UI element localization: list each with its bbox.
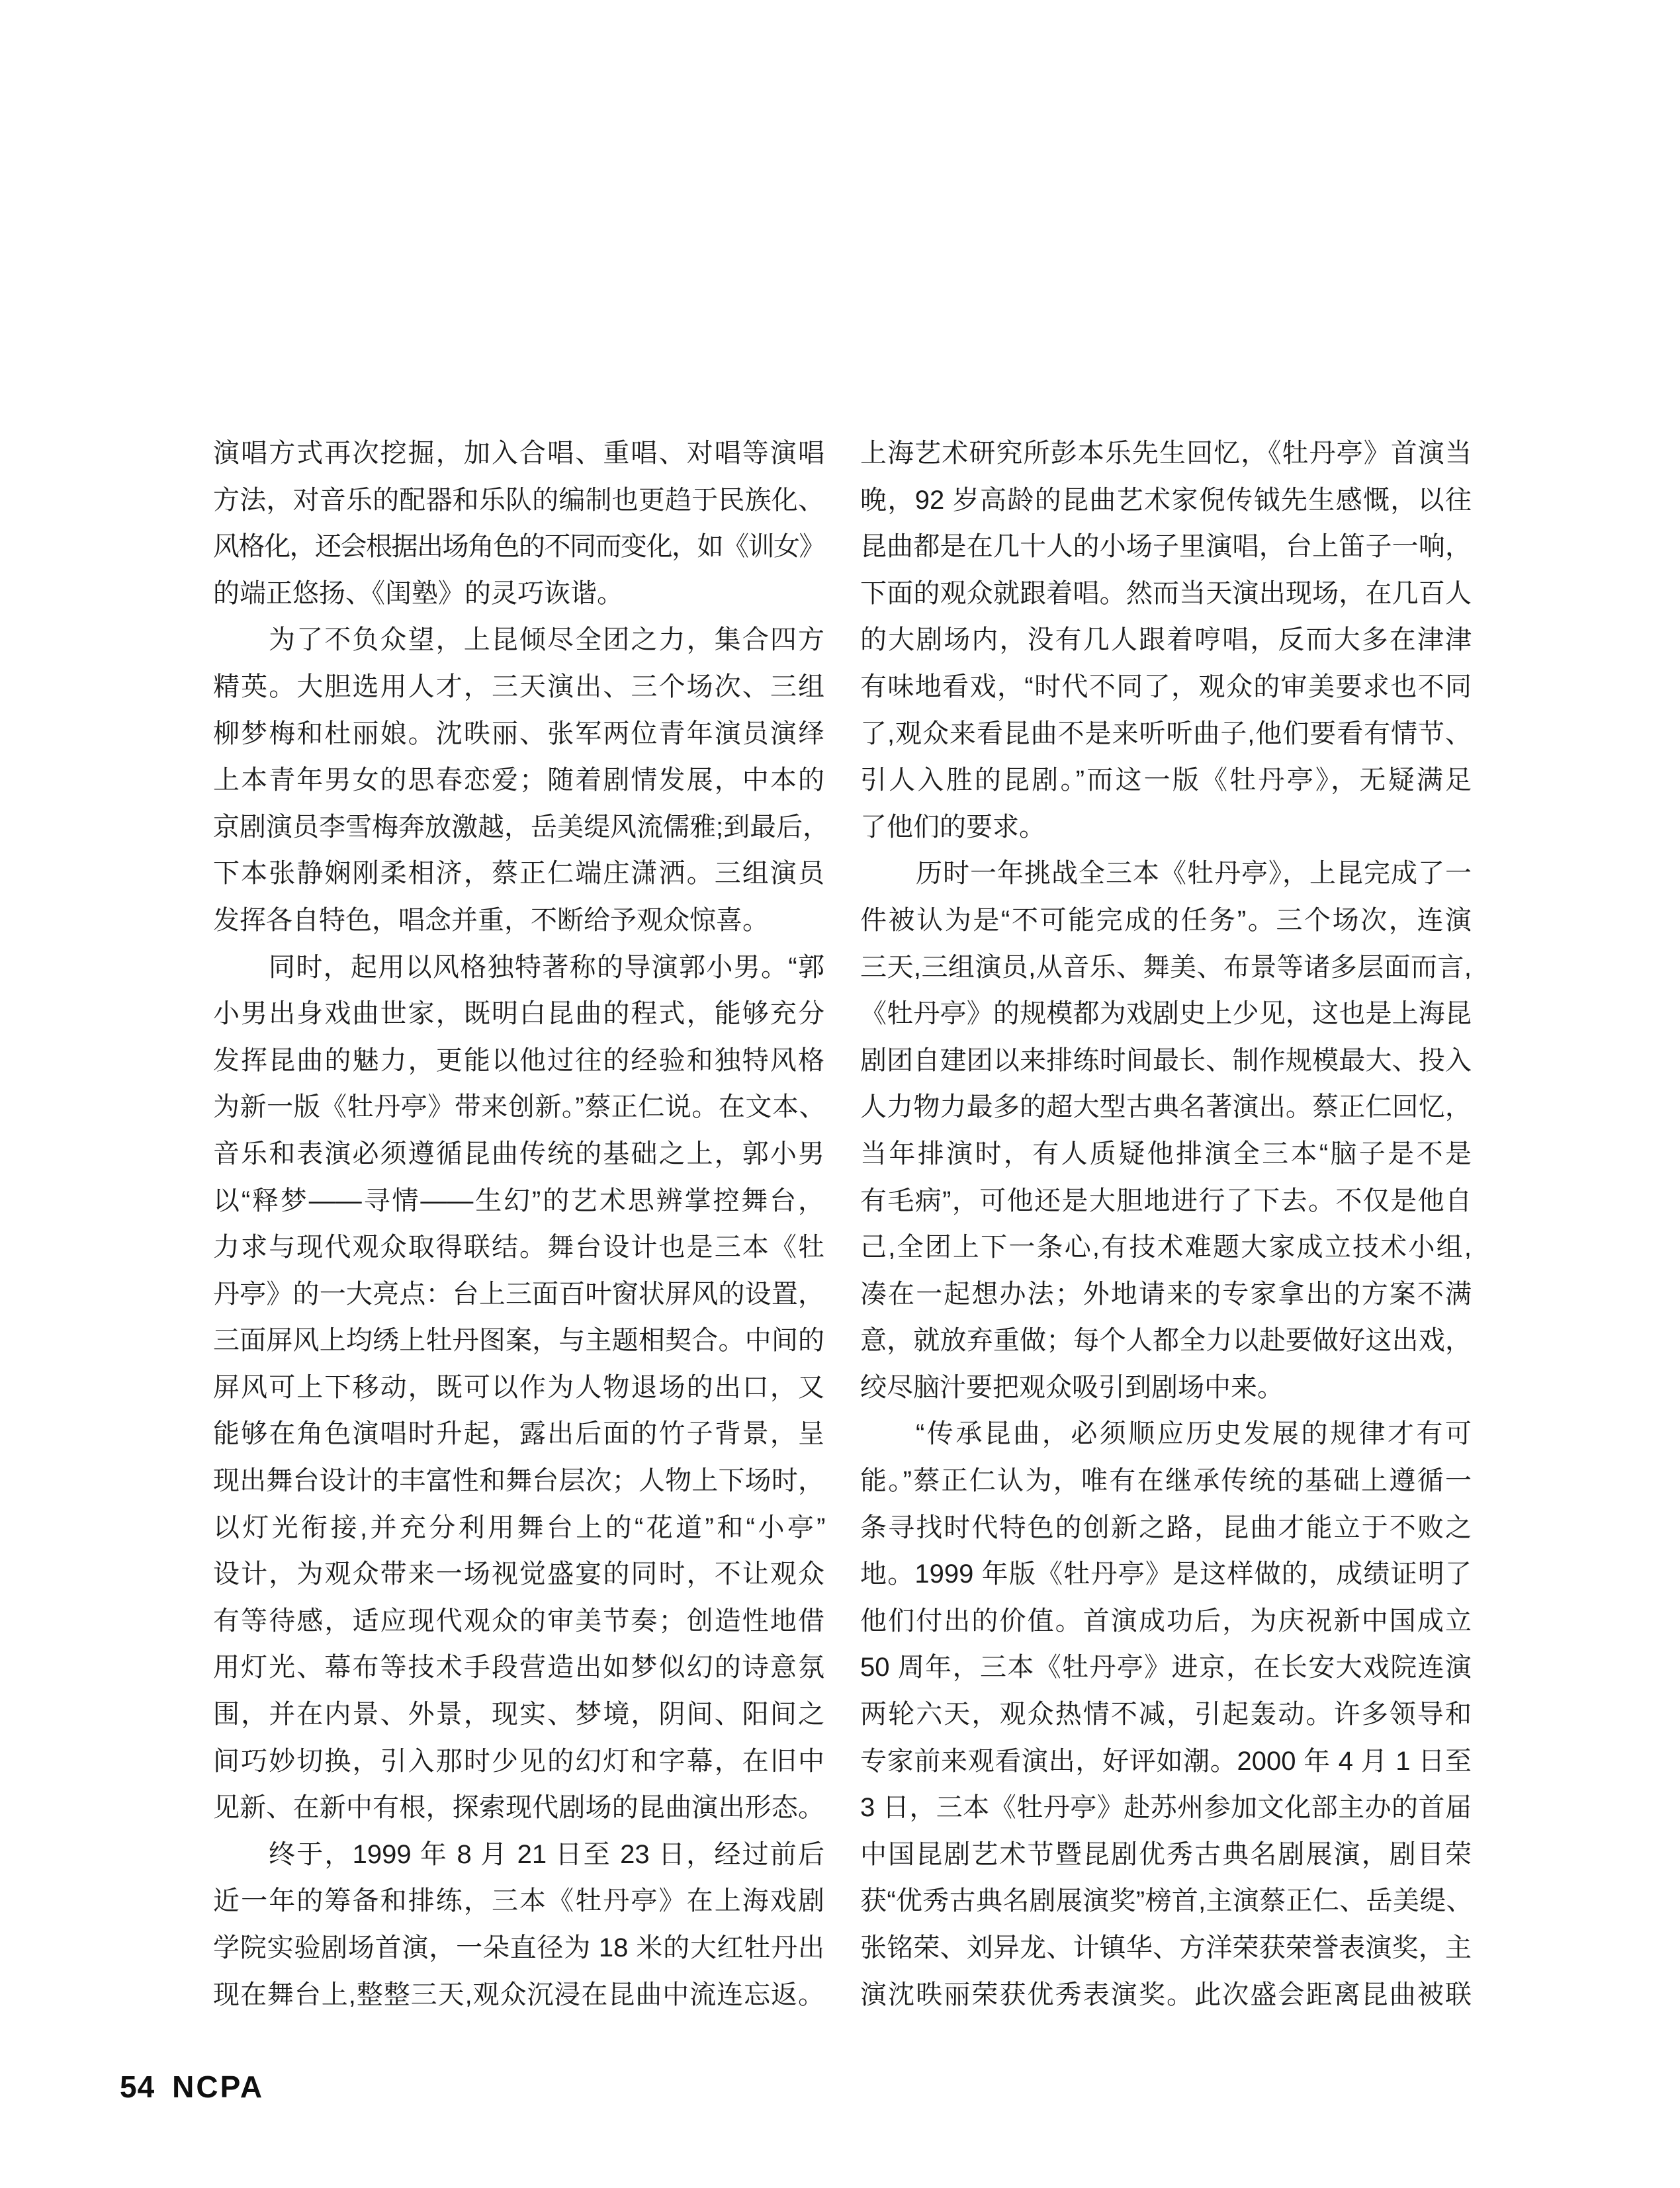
text-line: “传承昆曲，必须顺应历史发展的规律才有可	[916, 1419, 1472, 1449]
text-line: 屏风可上下移动，既可以作为人物退场的出口，又	[213, 1372, 824, 1402]
text-line: 下面的观众就跟着唱。然而当天演出现场，在几百人	[860, 578, 1472, 608]
text-line: 发挥各自特色，唱念并重，不断给予观众惊喜。	[213, 905, 769, 935]
text-line: 晚，92 岁高龄的昆曲艺术家倪传钺先生感慨，以往	[860, 485, 1472, 515]
text-line: 用灯光、幕布等技术手段营造出如梦似幻的诗意氛	[213, 1653, 824, 1683]
text-line: 三天,三组演员,从音乐、舞美、布景等诸多层面而言,	[860, 952, 1472, 982]
text-line: 获“优秀古典名剧展演奖”榜首,主演蔡正仁、岳美缇、	[860, 1886, 1472, 1916]
text-line: 地。1999 年版《牡丹亭》是这样做的，成绩证明了	[860, 1559, 1472, 1589]
text-line: 人力物力最多的超大型古典名著演出。蔡正仁回忆，	[860, 1092, 1472, 1122]
text-line: 昆曲都是在几十人的小场子里演唱，台上笛子一响，	[860, 532, 1472, 562]
text-line: 终于，1999 年 8 月 21 日至 23 日，经过前后	[269, 1839, 824, 1869]
page-footer	[120, 2070, 264, 2104]
page-number: 54	[120, 2070, 155, 2104]
text-line: 力求与现代观众取得联结。舞台设计也是三本《牡	[213, 1233, 824, 1262]
text-line: 意，就放弃重做；每个人都全力以赴要做好这出戏，	[860, 1326, 1472, 1356]
text-line: 3 日，三本《牡丹亭》赴苏州参加文化部主办的首届	[860, 1793, 1472, 1823]
text-line: 有等待感，适应现代观众的审美节奏；创造性地借	[213, 1606, 824, 1636]
text-line: 能。”蔡正仁认为，唯有在继承传统的基础上遵循一	[860, 1466, 1472, 1496]
text-line: 50 周年，三本《牡丹亭》进京，在长安大戏院连演	[860, 1653, 1472, 1683]
text-line: 两轮六天，观众热情不减，引起轰动。许多领导和	[860, 1700, 1472, 1729]
left-column	[213, 430, 830, 2018]
text-line: 了他们的要求。	[860, 812, 1045, 842]
text-line: 他们付出的价值。首演成功后，为庆祝新中国成立	[860, 1606, 1472, 1636]
brand-logo: NCPA	[172, 2070, 265, 2104]
text-line: 现在舞台上,整整三天,观众沉浸在昆曲中流连忘返。	[213, 1980, 824, 2009]
right-column	[860, 430, 1472, 2018]
text-line: 演唱方式再次挖掘，加入合唱、重唱、对唱等演唱	[213, 439, 824, 468]
text-line: 引人入胜的昆剧。”而这一版《牡丹亭》，无疑满足	[860, 766, 1472, 795]
text-line: 围，并在内景、外景，现实、梦境，阴间、阳间之	[213, 1700, 824, 1729]
text-line: 的端正悠扬、《闺塾》的灵巧诙谐。	[213, 578, 623, 608]
text-line: 演沈昳丽荣获优秀表演奖。此次盛会距离昆曲被联	[860, 1980, 1472, 2009]
text-line: 上海艺术研究所彭本乐先生回忆，《牡丹亭》首演当	[860, 439, 1472, 468]
text-line: 为了不负众望，上昆倾尽全团之力，集合四方	[269, 625, 824, 655]
text-line: 设计，为观众带来一场视觉盛宴的同时，不让观众	[213, 1559, 824, 1589]
text-line: 下本张静娴刚柔相济，蔡正仁端庄潇洒。三组演员	[213, 859, 824, 889]
text-line: 《牡丹亭》的规模都为戏剧史上少见，这也是上海昆	[860, 999, 1472, 1029]
text-line: 件被认为是“不可能完成的任务”。三个场次，连演	[860, 905, 1472, 935]
text-line: 条寻找时代特色的创新之路，昆曲才能立于不败之	[860, 1512, 1472, 1542]
text-line: 了,观众来看昆曲不是来听听曲子,他们要看有情节、	[860, 719, 1472, 748]
text-line: 现出舞台设计的丰富性和舞台层次；人物上下场时，	[213, 1466, 824, 1496]
text-line: 间巧妙切换，引入那时少见的幻灯和字幕，在旧中	[213, 1746, 824, 1776]
text-line: 上本青年男女的思春恋爱；随着剧情发展，中本的	[213, 766, 824, 795]
text-line: 绞尽脑汁要把观众吸引到剧场中来。	[860, 1372, 1284, 1402]
text-line: 丹亭》的一大亮点：台上三面百叶窗状屏风的设置，	[213, 1279, 824, 1309]
text-line: 中国昆剧艺术节暨昆剧优秀古典名剧展演，剧目荣	[860, 1839, 1472, 1869]
text-line: 同时，起用以风格独特著称的导演郭小男。“郭	[269, 952, 824, 982]
text-line: 精英。大胆选用人才，三天演出、三个场次、三组	[213, 672, 824, 701]
text-line: 京剧演员李雪梅奔放激越，岳美缇风流儒雅;到最后，	[213, 812, 830, 842]
text-line: 发挥昆曲的魅力，更能以他过往的经验和独特风格	[213, 1045, 824, 1075]
text-line: 音乐和表演必须遵循昆曲传统的基础之上，郭小男	[213, 1139, 824, 1168]
text-line: 凑在一起想办法；外地请来的专家拿出的方案不满	[860, 1279, 1472, 1309]
text-line: 能够在角色演唱时升起，露出后面的竹子背景，呈	[213, 1419, 824, 1449]
text-line: 见新、在新中有根，探索现代剧场的昆曲演出形态。	[213, 1793, 824, 1823]
text-line: 风格化，还会根据出场角色的不同而变化，如《训女》	[213, 532, 824, 562]
text-line: 张铭荣、刘异龙、计镇华、方洋荣获荣誉表演奖，主	[860, 1933, 1472, 1962]
text-line: 三面屏风上均绣上牡丹图案，与主题相契合。中间的	[213, 1326, 824, 1356]
text-line: 柳梦梅和杜丽娘。沈昳丽、张军两位青年演员演绎	[213, 719, 824, 748]
text-line: 己,全团上下一条心,有技术难题大家成立技术小组,	[860, 1233, 1472, 1262]
text-line: 历时一年挑战全三本《牡丹亭》，上昆完成了一	[916, 859, 1472, 889]
text-line: 专家前来观看演出，好评如潮。2000 年 4 月 1 日至	[860, 1746, 1472, 1776]
text-line: 学院实验剧场首演，一朵直径为 18 米的大红牡丹出	[213, 1933, 824, 1962]
text-line: 近一年的筹备和排练，三本《牡丹亭》在上海戏剧	[213, 1886, 824, 1916]
text-line: 为新一版《牡丹亭》带来创新。”蔡正仁说。在文本、	[213, 1092, 824, 1122]
text-line: 有味地看戏，“时代不同了，观众的审美要求也不同	[860, 672, 1472, 701]
text-line: 的大剧场内，没有几人跟着哼唱，反而大多在津津	[860, 625, 1472, 655]
text-line: 以“释梦——寻情——生幻”的艺术思辨掌控舞台，	[213, 1186, 824, 1215]
text-line: 有毛病”，可他还是大胆地进行了下去。不仅是他自	[860, 1186, 1472, 1215]
text-line: 当年排演时，有人质疑他排演全三本“脑子是不是	[860, 1139, 1472, 1168]
text-line: 以灯光衔接,并充分利用舞台上的“花道”和“小亭”	[213, 1512, 824, 1542]
text-line: 方法，对音乐的配器和乐队的编制也更趋于民族化、	[213, 485, 824, 515]
text-line: 剧团自建团以来排练时间最长、制作规模最大、投入	[860, 1045, 1472, 1075]
text-line: 小男出身戏曲世家，既明白昆曲的程式，能够充分	[213, 999, 824, 1029]
